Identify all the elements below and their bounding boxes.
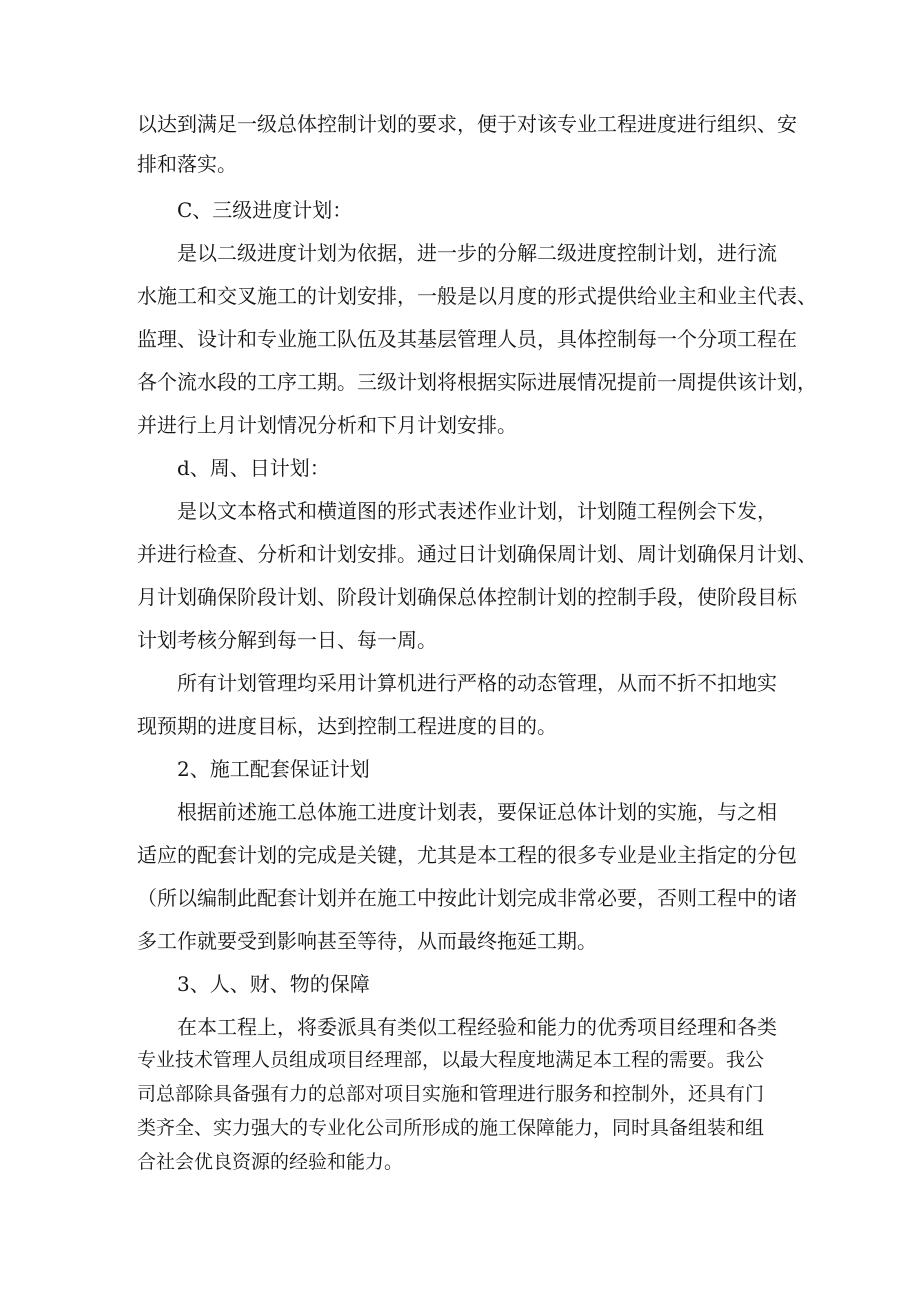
paragraph-line: 根据前述施工总体施工进度计划表，要保证总体计划的实施，与之相 (177, 800, 777, 824)
paragraph-line: 监理、设计和专业施工队伍及其基层管理人员，具体控制每一个分项工程在 (137, 327, 797, 351)
paragraph-line: 专业技术管理人员组成项目经理部，以最大程度地满足本工程的需要。我公 (137, 1049, 765, 1071)
paragraph-line: 排和落实。 (137, 152, 237, 176)
paragraph-line: 以达到满足一级总体控制计划的要求，便于对该专业工程进度进行组织、安 (137, 112, 797, 136)
paragraph-line: 并进行上月计划情况分析和下月计划安排。 (137, 413, 517, 437)
paragraph-line: 类齐全、实力强大的专业化公司所形成的施工保障能力，同时具备组装和组 (137, 1117, 765, 1139)
paragraph-line: （所以编制此配套计划并在施工中按此计划完成非常必要，否则工程中的诸 (137, 886, 797, 910)
paragraph-line: 司总部除具备强有力的总部对项目实施和管理进行服务和控制外，还具有门 (137, 1083, 765, 1105)
paragraph-line: 月计划确保阶段计划、阶段计划确保总体控制计划的控制手段，使阶段目标 (137, 585, 797, 609)
paragraph-line: 所有计划管理均采用计算机进行严格的动态管理，从而不折不扣地实 (177, 671, 777, 695)
paragraph-line: 适应的配套计划的完成是关键，尤其是本工程的很多专业是业主指定的分包 (137, 843, 797, 867)
section-heading-3: 3、人、财、物的保障 (177, 972, 370, 996)
paragraph-line: 是以文本格式和横道图的形式表述作业计划，计划随工程例会下发， (177, 499, 777, 523)
paragraph-line: 多工作就要受到影响甚至等待，从而最终拖延工期。 (137, 929, 597, 953)
section-heading-d: d、周、日计划： (177, 456, 330, 480)
section-heading-c: C、三级进度计划： (177, 198, 353, 222)
paragraph-line: 是以二级进度计划为依据，进一步的分解二级进度控制计划，进行流 (177, 241, 777, 265)
paragraph-line: 各个流水段的工序工期。三级计划将根据实际进展情况提前一周提供该计划， (137, 370, 817, 394)
paragraph-line: 现预期的进度目标，达到控制工程进度的目的。 (137, 714, 557, 738)
paragraph-line: 水施工和交叉施工的计划安排，一般是以月度的形式提供给业主和业主代表、 (137, 284, 817, 308)
paragraph-line: 合社会优良资源的经验和能力。 (137, 1151, 404, 1173)
paragraph-line: 在本工程上，将委派具有类似工程经验和能力的优秀项目经理和各类 (177, 1015, 777, 1039)
paragraph-line: 计划考核分解到每一日、每一周。 (137, 628, 437, 652)
section-heading-2: 2、施工配套保证计划 (177, 757, 370, 781)
paragraph-line: 并进行检查、分析和计划安排。通过日计划确保周计划、周计划确保月计划、 (137, 542, 817, 566)
